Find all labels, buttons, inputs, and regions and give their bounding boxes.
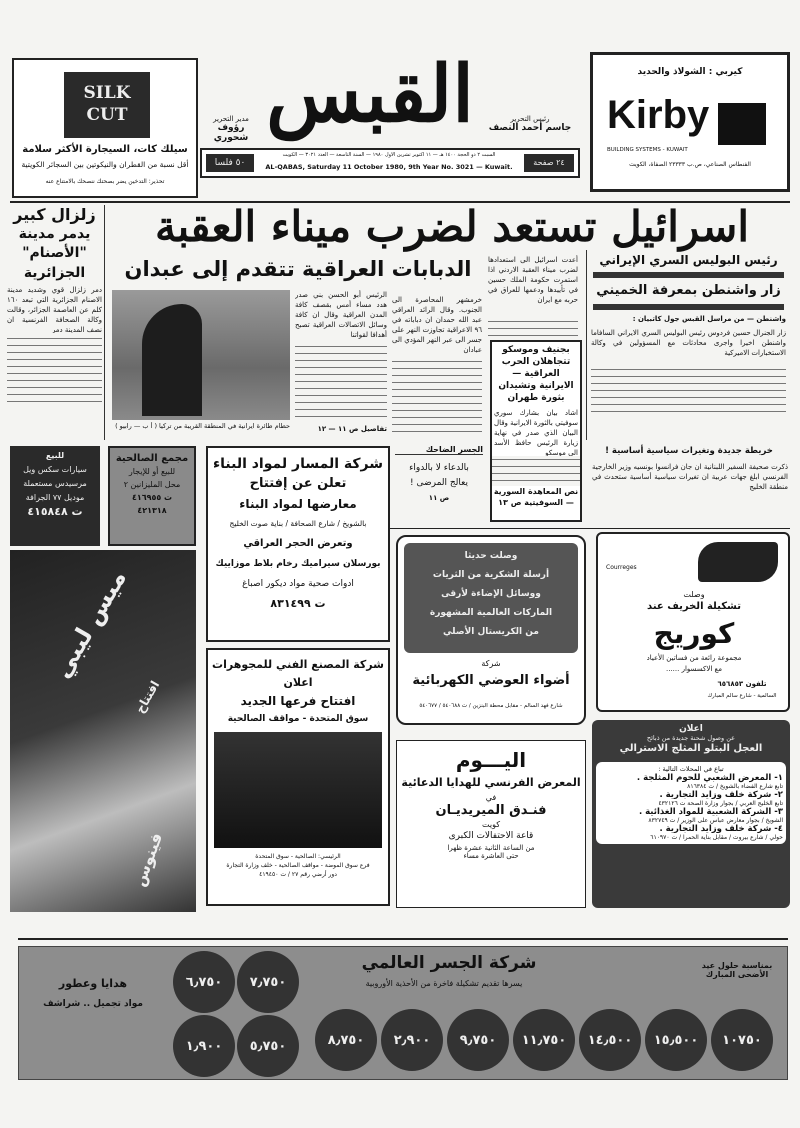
photo-caption: حطام طائرة ايرانية في المنطقة القريبة من تركيا ( أ ب — رابيو ) bbox=[115, 422, 290, 430]
price-circle: ١٥٫٥٠٠ bbox=[645, 1009, 707, 1071]
courreges-brand: Courreges bbox=[606, 564, 637, 571]
price-circle: ١٤٫٥٠٠ bbox=[579, 1009, 641, 1071]
brief-line: يعالج المرضى ! bbox=[409, 478, 469, 488]
earthquake-text: دمر زلزال قوي وشديد مدينة الاصنام الجزائرية التي تبعد ١٦٠ كلم عن العاصمة الجزائر، وقالت وكالة الصحافة الفرنسية ان نصف المدينة دمر bbox=[7, 286, 102, 333]
silkcut-slogan: سيلك كات، السيجارة الأكثر سلامة bbox=[22, 144, 188, 155]
earthquake-headline: زلزال كبير bbox=[13, 205, 96, 224]
iran-headline: رئيس البوليس السري الإيراني bbox=[599, 253, 778, 267]
main-headline: اسرائيل تستعد لضرب ميناء العقبة bbox=[155, 202, 749, 251]
masar-building-ad: شركة المسار لمواد البناء تعلن عن إفتتاح معارضها لمواد البناء بالشويخ / شارع الصحافة / بناية صوت الخليج وتعرض الحجر العراقي بورسلان سيراميك رخام بلاط موزاييك ادوات صحية مواد ديكور اصباغ ت ٨٣١٤٩٩ bbox=[206, 446, 390, 642]
perfume-title: ميس ليبي bbox=[47, 565, 132, 683]
bottom-ad-title: شركة الجسر العالمي bbox=[361, 953, 537, 973]
price-circle: ٥٫٧٥٠ bbox=[237, 1015, 299, 1077]
silkcut-logo bbox=[64, 72, 150, 138]
jewelry-photo bbox=[214, 732, 382, 848]
perfume-ad bbox=[10, 550, 196, 912]
courreges-name: كوريج bbox=[653, 617, 735, 650]
silkcut-ad bbox=[12, 58, 198, 198]
brief-logo: الجسر الضاحك bbox=[395, 445, 483, 455]
managing-editor: مدير التحرير رؤوف شحوري bbox=[213, 115, 249, 143]
silkcut-slogan2: أقل نسبة من القطران والنيكوتين بين السجائر الكويتية bbox=[21, 160, 189, 169]
box-headline: بجنيف وموسكو تتجاهلان الحرب العراقية — الايرانية وتشيدان بثورة طهران bbox=[498, 345, 574, 403]
sub-headline: الدبابات العراقية تتقدم إلى عبدان bbox=[124, 257, 472, 281]
newspaper-logo: القبس bbox=[266, 49, 474, 140]
iran-police-story bbox=[586, 250, 790, 440]
electric-address: شارع فهد السالم - مقابل محطة البنزين / ت ٥٤٠٦٨٨ / ٥٤٠٦٧٧ bbox=[419, 703, 563, 709]
bottom-ad-left: هدايا وعطور bbox=[58, 977, 128, 990]
price-badge: ٥٠ فلسا bbox=[206, 154, 254, 172]
price-circle: ٨٫٧٥٠ bbox=[315, 1009, 377, 1071]
article-col: خرمشهر المحاصرة الى الجنوب. وقال الرائد العراقي عبد الله حمدان ان دباباته في ٩٦ الاعراقية تجاوزت النهر على جسر الى عبر النهر المؤدي الى عبادان bbox=[392, 296, 482, 354]
bottom-ad-occasion: بمناسبة حلول عيد الأضحى المبارك bbox=[701, 961, 773, 979]
electric-name: أضواء العوضي الكهربائية bbox=[412, 673, 570, 688]
iran-headline2: زار واشنطن بمعرفة الخميني bbox=[596, 283, 781, 298]
salhiya-ad: مجمع الصالحية للبيع أو للإيجار محل المليزانين ٢ ت ٤١٦٩٥٥ ٤٢١٣١٨ bbox=[108, 446, 196, 546]
earthquake-story bbox=[5, 205, 105, 440]
details-ref: تفاصيل ص ١١ — ١٢ bbox=[317, 425, 387, 433]
earthquake-headline: "الأصنام" bbox=[22, 245, 87, 261]
courreges-graphic bbox=[698, 542, 778, 582]
news-photo bbox=[112, 290, 290, 420]
earthquake-headline: يدمر مدينة bbox=[18, 226, 91, 242]
kirby-logo: Kirby bbox=[607, 93, 710, 137]
kirby-k-icon bbox=[718, 103, 766, 145]
price-circle: ٢٫٩٠٠ bbox=[381, 1009, 443, 1071]
price-circle: ١٫٩٠٠ bbox=[173, 1015, 235, 1077]
editor-in-chief: رئيس التحرير جاسم أحمد النصف bbox=[488, 115, 572, 133]
silkcut-line1: SILK bbox=[83, 83, 131, 103]
electric-ad: وصلت حديثا أرسلة الشكرية من الثريات ووسائل الإضاءة لأرقى الماركات العالمية المشهورة من الكريستال الأصلي شركة أضواء العوضي الكهربائية شارع فهد السالم - مقابل محطة البنزين / ت ٥٤٠٦٨٨ / ٥٤٠٦٧٧ bbox=[396, 535, 586, 725]
brief-ref: ص ١١ bbox=[428, 494, 450, 502]
kirby-contact: الفنطاس الصناعي، ص.ب ٢٣٣٣٣ الصفاة، الكويت bbox=[629, 161, 751, 168]
iran-byline: واشنطن — من مراسل القبس جول كاتبيان : bbox=[632, 315, 786, 323]
perfume-brand: فينوس bbox=[129, 830, 167, 889]
box-text: اشاد بيان بشارك سوري سوفيتي بالثورة الايرانية وقال البيان الذي صدر في نهاية زيارة الرئيس حافظ الأسد الى موسكو bbox=[493, 409, 578, 456]
map-text: ذكرت صحيفة السفير اللبنانية ان جان فرانسوا بونسيه وزير الخارجية الفرنسي ابلغ جهات عربية ان تغيرات سياسية أساسية ستحدث في منطقة الخليج bbox=[592, 463, 788, 491]
map-headline: خريطة جديدة وتغيرات سياسية أساسية ! bbox=[605, 446, 773, 456]
for-sale-ad: للبيع سيارات سكس ويل مرسيدس مستعملة موديل ٧٧ الجرافة ت ٤١٥٨٤٨ bbox=[10, 446, 100, 546]
price-circle: ٦٫٧٥٠ bbox=[173, 951, 235, 1013]
english-date: AL-QABAS, Saturday 11 October 1980, 9th Year No. 3021 — Kuwait. bbox=[265, 163, 513, 171]
french-gifts-ad: اليـــوم المعرض الفرنسي للهدايا الدعائية في فنـدق الميريديـان كويت قاعة الاحتفالات الكبرى من الساعة الثانية عشرة ظهرا حتى العاشرة مساء bbox=[396, 740, 586, 908]
earthquake-headline: الجزائرية bbox=[23, 265, 86, 281]
pages-badge: ٢٤ صفحة bbox=[524, 154, 574, 172]
arabic-date: السبت ٢ ذو الحجة ١٤٠٠ هـ — ١١ اكتوبر تشرين الاول ١٩٨٠ — السنة التاسعة — العدد ٣٠٢١ — الكويت bbox=[282, 152, 496, 158]
electric-company: شركة bbox=[481, 659, 501, 668]
jewelry-ad: شركة المصنع الفني للمجوهرات اعلان افتتاح فرعها الجديد سوق المتحدة - مواقف الصالحية الرئيسي: الصالحية - سوق المتحدة فرع سوق الموضة - مواقف الصالحية - خلف وزارة التجارة دور أرضي رقم ٢٧ / ت ٤١٩٤٥٠ bbox=[206, 648, 390, 906]
price-circle: ٩٫٧٥٠ bbox=[447, 1009, 509, 1071]
box-ref: نص المعاهدة السورية — السوفيتية ص ١٣ bbox=[493, 487, 579, 507]
iran-text: زار الجنرال حسين فردوس رئيس البوليس السري الايراني السافاما واشنطن اخيرا واجرى محادثات مع المسؤولين في وكالة الاستخبارات الاميركية bbox=[591, 329, 786, 357]
mid-brief bbox=[395, 445, 483, 525]
perfume-tag: افتتاح bbox=[132, 678, 163, 716]
kirby-sub: BUILDING SYSTEMS - KUWAIT bbox=[607, 147, 688, 153]
article-col: الرئيس أبو الحسن بني صدر هدد مساء أمس بقصف كافة المدن العراقية وقال ان كافة وسائل الاتصالات العراقية تصبح أهدافا لقواتنا bbox=[295, 291, 387, 339]
bottom-ad-left: مواد تجميل .. شراشف bbox=[43, 999, 143, 1009]
article-lead: أعدت اسرائيل الى استعدادها لضرب ميناء العقبة الاردني اذا استمرت حكومة الملك حسين في تأييدها ودعمها للعراق في حربه مع ايران bbox=[488, 256, 578, 304]
price-circle: ١١٫٧٥٠ bbox=[513, 1009, 575, 1071]
plane-wreck-shape bbox=[142, 304, 202, 416]
kirby-tagline: كيربي : الشولاذ والحديد bbox=[637, 67, 743, 77]
australian-meat-ad: اعلان عن وصول شحنة جديدة من ذبائح العجل البتلو المثلج الاسترالي تباع في المحلات التالية : ١- المعرض الشعبي للحوم المثلجة . تابع شارع الفضاء بالشويخ / ت ٨١٦٣٨٤ ٢- شركة خلف وزايد التجارية . تابع الخليج العربي / بجوار وزارة الصحة ت ٤٣٢١٢٦ ٣- الشركة الشعبية للمواد الغذائية . الشويخ / بجوار معارض عباس على الوزير / ت ٨٣٢٧٤٩ ٤- شركة خلف وزايد التجارية . حولي / شارع بيروت / مقابل بناية الحمرا / ت ٦١٠٩٧٠ bbox=[592, 720, 790, 908]
kirby-ad bbox=[590, 52, 790, 192]
silkcut-line2: CUT bbox=[86, 105, 128, 125]
date-strip bbox=[200, 148, 580, 178]
silkcut-warning: تحذير: التدخين يضر بصحتك ننصحك بالامتناع عنه bbox=[45, 178, 165, 185]
price-circle: ١٠٧٥٠ bbox=[711, 1009, 773, 1071]
bottom-ad-sub: يسرها تقديم تشكيلة فاخرة من الأحذية الأوروبية bbox=[365, 979, 523, 988]
price-circle: ٧٫٧٥٠ bbox=[237, 951, 299, 1013]
brief-line: بالدعاء لا بالدواء bbox=[409, 463, 469, 473]
bottom-shoes-ad bbox=[18, 946, 788, 1080]
syria-ussr-box bbox=[490, 340, 582, 522]
courreges-ad: Courreges وصلت تشكيلة الخريف عند كوريج مجموعة رائعة من فساتين الأعياد مع الاكسسوار ...... تلفون ٦٥٦٨٥٣ السالمية - شارع سالم المبارك bbox=[596, 532, 790, 712]
